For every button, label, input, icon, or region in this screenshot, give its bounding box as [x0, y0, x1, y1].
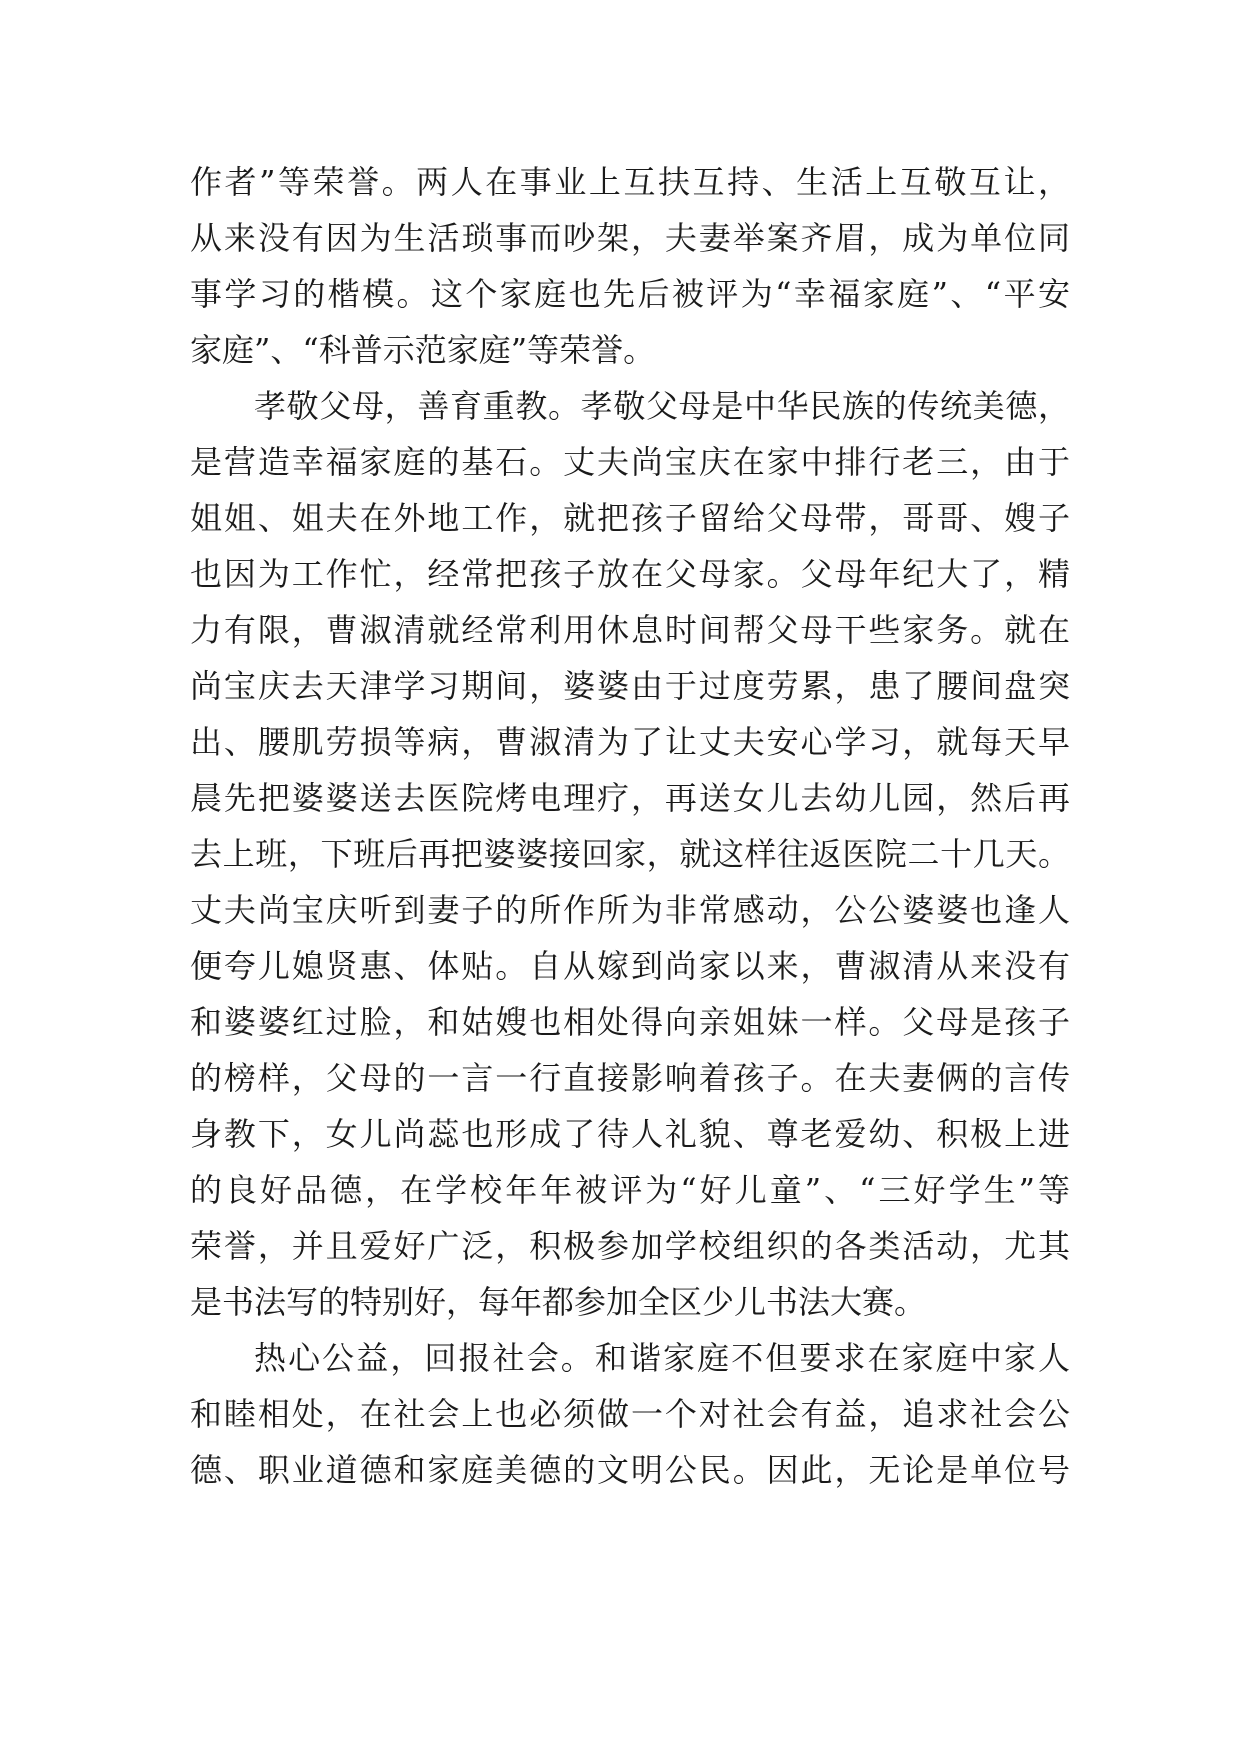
text-line: 和睦相处，在社会上也必须做一个对社会有益，追求社会公: [190, 1395, 1070, 1433]
text-line: 丈夫尚宝庆听到妻子的所作所为非常感动，公公婆婆也逢人: [190, 891, 1070, 929]
text-line: 力有限，曹淑清就经常利用休息时间帮父母干些家务。就在: [190, 611, 1070, 649]
text-line: 是营造幸福家庭的基石。丈夫尚宝庆在家中排行老三，由于: [190, 443, 1070, 481]
text-line: 的良好品德，在学校年年被评为“好儿童”、“三好学生”等: [190, 1171, 1070, 1209]
text-line: 从来没有因为生活琐事而吵架，夫妻举案齐眉，成为单位同: [190, 219, 1070, 257]
text-line: 作者”等荣誉。两人在事业上互扶互持、生活上互敬互让，: [190, 163, 1070, 201]
text-line: 出、腰肌劳损等病，曹淑清为了让丈夫安心学习，就每天早: [190, 723, 1070, 761]
text-line: 和婆婆红过脸，和姑嫂也相处得向亲姐妹一样。父母是孩子: [190, 1003, 1070, 1041]
text-line: 德、职业道德和家庭美德的文明公民。因此，无论是单位号: [190, 1451, 1070, 1489]
text-line: 去上班，下班后再把婆婆接回家，就这样往返医院二十几天。: [190, 835, 1070, 873]
text-line: 热心公益，回报社会。和谐家庭不但要求在家庭中家人: [254, 1339, 1070, 1377]
text-line: 荣誉，并且爱好广泛，积极参加学校组织的各类活动，尤其: [190, 1227, 1070, 1265]
text-line: 身教下，女儿尚蕊也形成了待人礼貌、尊老爱幼、积极上进: [190, 1115, 1070, 1153]
text-line: 也因为工作忙，经常把孩子放在父母家。父母年纪大了，精: [190, 555, 1070, 593]
body-text: [190, 154, 1070, 1498]
text-line: 是书法写的特别好，每年都参加全区少儿书法大赛。: [190, 1283, 927, 1321]
text-line: 晨先把婆婆送去医院烤电理疗，再送女儿去幼儿园，然后再: [190, 779, 1070, 817]
text-line: 便夸儿媳贤惠、体贴。自从嫁到尚家以来，曹淑清从来没有: [190, 947, 1070, 985]
text-line: 的榜样，父母的一言一行直接影响着孩子。在夫妻俩的言传: [190, 1059, 1070, 1097]
text-line: 姐姐、姐夫在外地工作，就把孩子留给父母带，哥哥、嫂子: [190, 499, 1070, 537]
text-line: 事学习的楷模。这个家庭也先后被评为“幸福家庭”、“平安: [190, 275, 1070, 313]
text-line: 尚宝庆去天津学习期间，婆婆由于过度劳累，患了腰间盘突: [190, 667, 1070, 705]
text-line: 家庭”、“科普示范家庭”等荣誉。: [190, 331, 656, 369]
text-line: 孝敬父母，善育重教。孝敬父母是中华民族的传统美德，: [254, 387, 1070, 425]
